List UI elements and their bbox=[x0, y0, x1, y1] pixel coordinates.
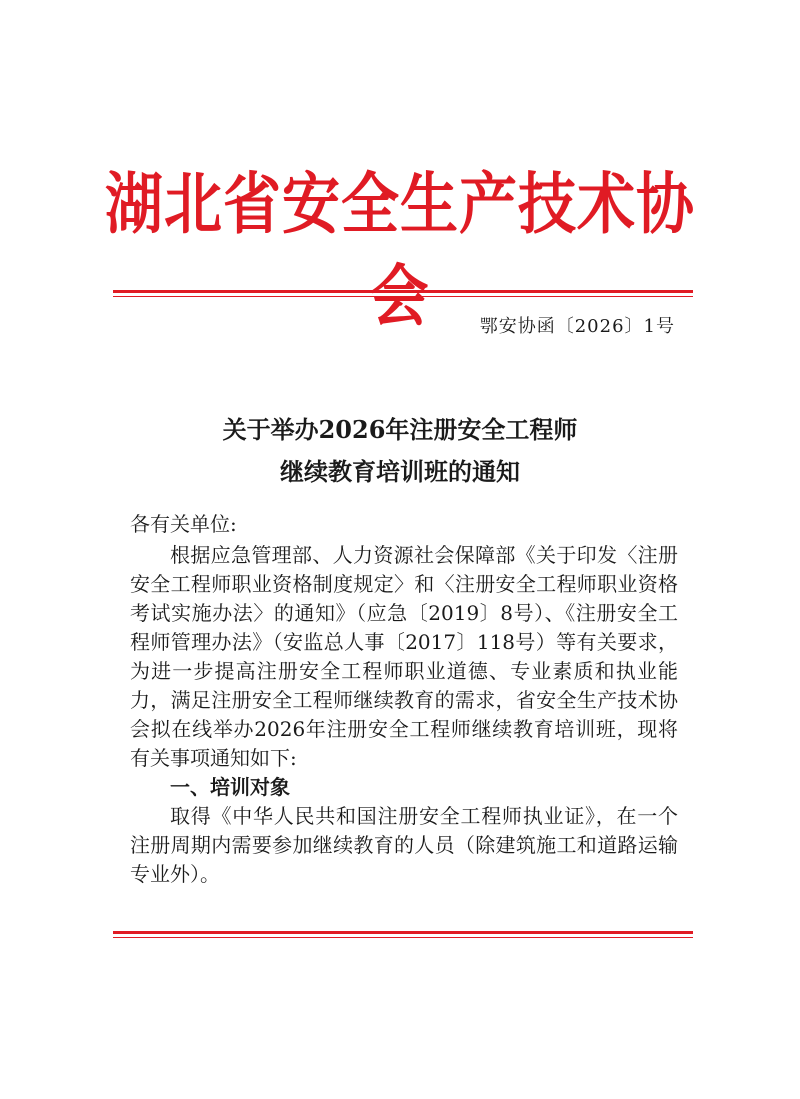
organization-header: 湖北省安全生产技术协会 bbox=[104, 164, 695, 336]
document-title-line-1: 关于举办2026年注册安全工程师 bbox=[222, 415, 578, 444]
header-divider bbox=[113, 290, 693, 293]
section-heading-training-target: 一、培训对象 bbox=[170, 775, 290, 799]
paragraph-training-target: 取得《中华人民共和国注册安全工程师执业证》，在一个注册周期内需要参加继续教育的人员（除建筑施工和道路运输专业外）。 bbox=[130, 804, 678, 886]
footer-divider bbox=[113, 931, 693, 934]
paragraph-intro: 根据应急管理部、人力资源社会保障部《关于印发〈注册安全工程师职业资格制度规定〉和〈注册安全工程师职业资格考试实施办法〉的通知》（应急〔2019〕8号）、《注册安全工程师管理办法》（安监总人事〔2017〕118号）等有关要求，为进一步提高注册安全工程师职业道德、专业素质和执业能力，满足注册安全工程师继续教育的需求，省安全生产技术协会拟在线举办2026年注册安全工程师继续教育培训班，现将有关事项通知如下: bbox=[130, 543, 678, 770]
salutation: 各有关单位: bbox=[130, 512, 237, 536]
document-title-line-2: 继续教育培训班的通知 bbox=[280, 457, 520, 486]
document-body bbox=[130, 510, 678, 889]
document-number: 鄂安协函〔2026〕1号 bbox=[479, 316, 675, 337]
